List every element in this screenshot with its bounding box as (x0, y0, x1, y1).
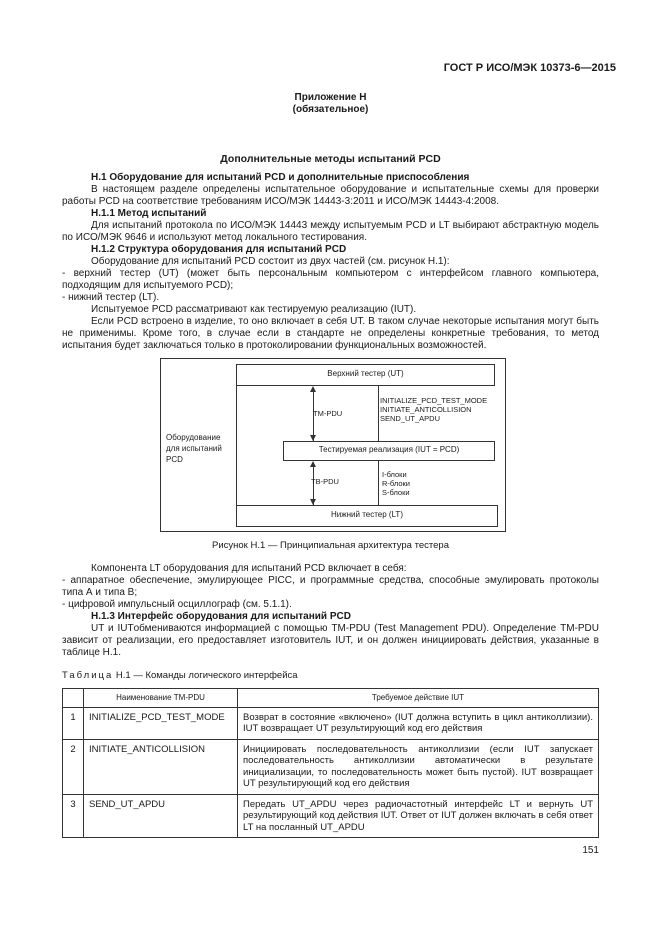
table-row (63, 794, 599, 838)
table-caption (62, 670, 298, 682)
appendix-heading (0, 92, 661, 116)
list-item: - аппаратное обеспечение, эмулирующее PICC, и программные средства, способные эмулировать протоколы типа А и типа В; (62, 575, 599, 598)
bracket-line (236, 386, 237, 505)
arrow-down-icon (310, 499, 316, 505)
command-line (378, 386, 379, 441)
table-header-num (63, 689, 84, 708)
command-item: INITIATE_ANTICOLLISION (380, 405, 472, 414)
command-item: INITIALIZE_PCD_TEST_MODE (380, 396, 488, 405)
block-list (382, 470, 410, 497)
heading-h1-1: Н.1.1 Метод испытаний (91, 208, 207, 219)
arrow-up-icon (310, 461, 316, 467)
list-item: - цифровой импульсный осциллограф (см. 5.1.1). (62, 599, 292, 610)
paragraph: Для испытаний протокола по ИСО/МЭК 14443 между испытуемым PCD и LT выбирают абстрактную модель по ИСО/МЭК 9646 и используют метод локального тестирования. (62, 220, 599, 243)
row-name: INITIATE_ANTICOLLISION (84, 739, 238, 794)
block-line (378, 461, 379, 505)
command-item: SEND_UT_APDU (380, 414, 441, 423)
heading-h1-2: Н.1.2 Структура оборудования для испытаний PCD (91, 244, 347, 255)
commands-table (62, 688, 599, 838)
block-item: S-блоки (382, 488, 410, 497)
table-row (63, 707, 599, 739)
paragraph: Испытуемое PCD рассматривают как тестируемую реализацию (IUT). (91, 304, 417, 315)
paragraph: UT и IUTобмениваются информацией с помощью TM-PDU (Test Management PDU). Определение TM-PDU зависит от реализации, его предоставляет изготовитель IUT, и он должен инициировать действия, указанные в таблице Н.1. (62, 623, 599, 658)
appendix-status: (обязательное) (292, 104, 369, 115)
table-row (63, 739, 599, 794)
row-action: Передать UT_APDU через радиочастотный интерфейс LT и вернуть UT результирующий код действия IUT. Ответ от IUT должен включать в себя ответ LT на посланный UT_APDU (238, 794, 599, 838)
equipment-label-line: для испытаний (166, 444, 222, 453)
table-caption-word: Таблица (62, 670, 114, 681)
appendix-title: Приложение Н (294, 92, 367, 103)
arrow-up-icon (310, 386, 316, 392)
row-number: 3 (63, 794, 84, 838)
figure-caption: Рисунок Н.1 — Принципиальная архитектура тестера (212, 540, 449, 551)
row-number: 1 (63, 707, 84, 739)
lower-tester-box (236, 505, 498, 527)
iut-box (283, 441, 495, 461)
row-name: INITIALIZE_PCD_TEST_MODE (84, 707, 238, 739)
table-header-action: Требуемое действие IUT (238, 689, 599, 708)
section-title: Дополнительные методы испытаний PCD (220, 153, 441, 165)
equipment-label-line: Оборудование (166, 433, 221, 442)
table-header-row (63, 689, 599, 708)
page-number: 151 (582, 845, 599, 856)
row-name: SEND_UT_APDU (84, 794, 238, 838)
arrow-down-icon (310, 435, 316, 441)
heading-h1: Н.1 Оборудование для испытаний PCD и дополнительные приспособления (91, 172, 470, 183)
block-item: I-блоки (382, 470, 407, 479)
upper-tester-label: Верхний тестер (UT) (327, 369, 404, 378)
tm-pdu-label: TM-PDU (313, 409, 343, 418)
row-number: 2 (63, 739, 84, 794)
heading-h1-3: Н.1.3 Интерфейс оборудования для испытаний PCD (91, 611, 351, 622)
body-text-bottom (62, 563, 599, 659)
paragraph: Оборудование для испытаний PCD состоит из двух частей (см. рисунок Н.1): (91, 256, 450, 267)
tb-pdu-label: TB-PDU (311, 477, 339, 486)
list-item: - нижний тестер (LT). (62, 292, 160, 303)
block-item: R-блоки (382, 479, 410, 488)
table-header-name: Наименование TM-PDU (84, 689, 238, 708)
equipment-label (166, 432, 222, 465)
list-item: - верхний тестер (UT) (может быть персональным компьютером с интерфейсом главного компьютера, подходящим для испытуемого PCD); (62, 268, 599, 291)
paragraph: В настоящем разделе определены испытательное оборудование и испытательные схемы для проверки работы PCD на соответствие требованиям ИСО/МЭК 14443-3:2011 и ИСО/МЭК 14443-4:2008. (62, 184, 599, 207)
paragraph: Компонента LT оборудования для испытаний PCD включает в себя: (91, 563, 407, 574)
table-caption-rest: Н.1 — Команды логического интерфейса (115, 670, 298, 681)
body-text-top (62, 172, 599, 352)
upper-tester-box (236, 364, 495, 386)
equipment-label-line: PCD (166, 455, 183, 464)
paragraph: Если PCD встроено в изделие, то оно включает в себя UT. В таком случае некоторые испытания могут быть не применимы. Кроме того, в случае если в стандарте не определены конкретные требования, то метод испытания будет заключаться только в протоколировании функциональных возможностей. (62, 316, 599, 351)
document-code: ГОСТ Р ИСО/МЭК 10373-6—2015 (443, 62, 616, 74)
lower-tester-label: Нижний тестер (LT) (331, 510, 403, 519)
row-action: Инициировать последовательность антиколлизии (если IUT запускает последовательность антиколлизии автоматически в результате инициализации, то последовательность может быть пустой). IUT возвращает UT результирующий код его действия (238, 739, 599, 794)
row-action: Возврат в состояние «включено» (IUT должна вступить в цикл антиколлизии). IUT возвращает UT результирующий код его действия (238, 707, 599, 739)
tester-architecture-figure (160, 358, 506, 532)
command-list (380, 396, 487, 423)
iut-label: Тестируемая реализация (IUT = PCD) (318, 445, 460, 454)
